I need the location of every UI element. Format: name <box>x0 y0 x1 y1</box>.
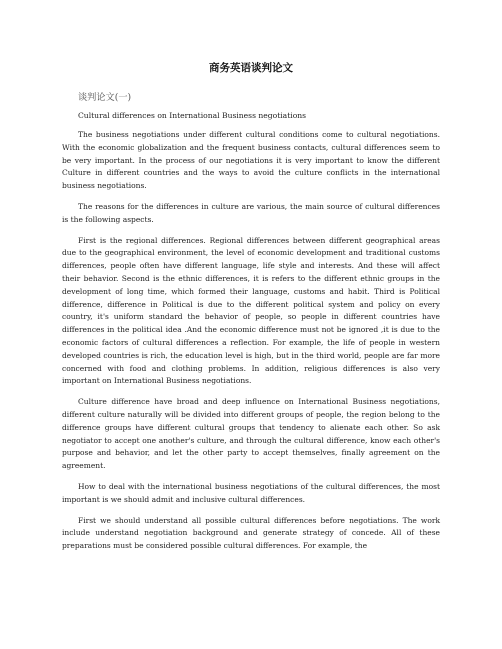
document-subtitle: 谈判论文(一) <box>78 92 132 103</box>
paragraph-6: First we should understand all possible cultural differences before negotiations. The work include understand negotiation background and generate strategy of concede. All of these preparations must be considered possible cultural differences. For example, the <box>62 515 440 551</box>
paragraph-1: The business negotiations under different cultural conditions come to cultural negotiations. With the economic globalization and the frequent business contacts, cultural differences seem to be very important. In the process of our negotiations it is very important to know the different Culture in different countries and the ways to avoid the culture conflicts in the international business negotiations. <box>62 130 440 191</box>
paragraph-2: The reasons for the differences in culture are various, the main source of cultural differences is the following aspects. <box>62 201 440 224</box>
paragraph-4: Culture difference have broad and deep influence on International Business negotiations, different culture naturally will be divided into different groups of people, the region belong to the difference groups have different cultural groups that tendency to alienate each other. So ask negotiator to accept one another's culture, and through the cultural difference, know each other's purpose and behavior, and let the other party to accept themselves, finally agreement on the agreement. <box>62 397 440 471</box>
document-title: 商务英语谈判论文 <box>209 62 293 74</box>
paragraph-3: First is the regional differences. Regional differences between different geographical areas due to the geographical environment, the level of economic development and traditional customs differences, people often have different language, life style and interests. And these will affect their behavior. Second is the ethnic differences, it is refers to the different ethnic groups in the development of long time, which formed their language, customs and habit. Third is Political difference, difference in Political is due to the different political system and policy on every country, it's uniform standard the behavior of people, so people in different countries have differences in the political idea .And the economic difference must not be ignored ,it is due to the economic factors of cultural differences a reflection. For example, the life of people in western developed countries is rich, the education level is high, but in the third world, people are far more concerned with food and clothing problems. In addition, religious differences is also very important on International Business negotiations. <box>62 235 440 386</box>
section-heading: Cultural differences on International Business negotiations <box>78 111 307 120</box>
paragraph-5: How to deal with the international business negotiations of the cultural differences, the most important is we should admit and inclusive cultural differences. <box>62 481 440 504</box>
